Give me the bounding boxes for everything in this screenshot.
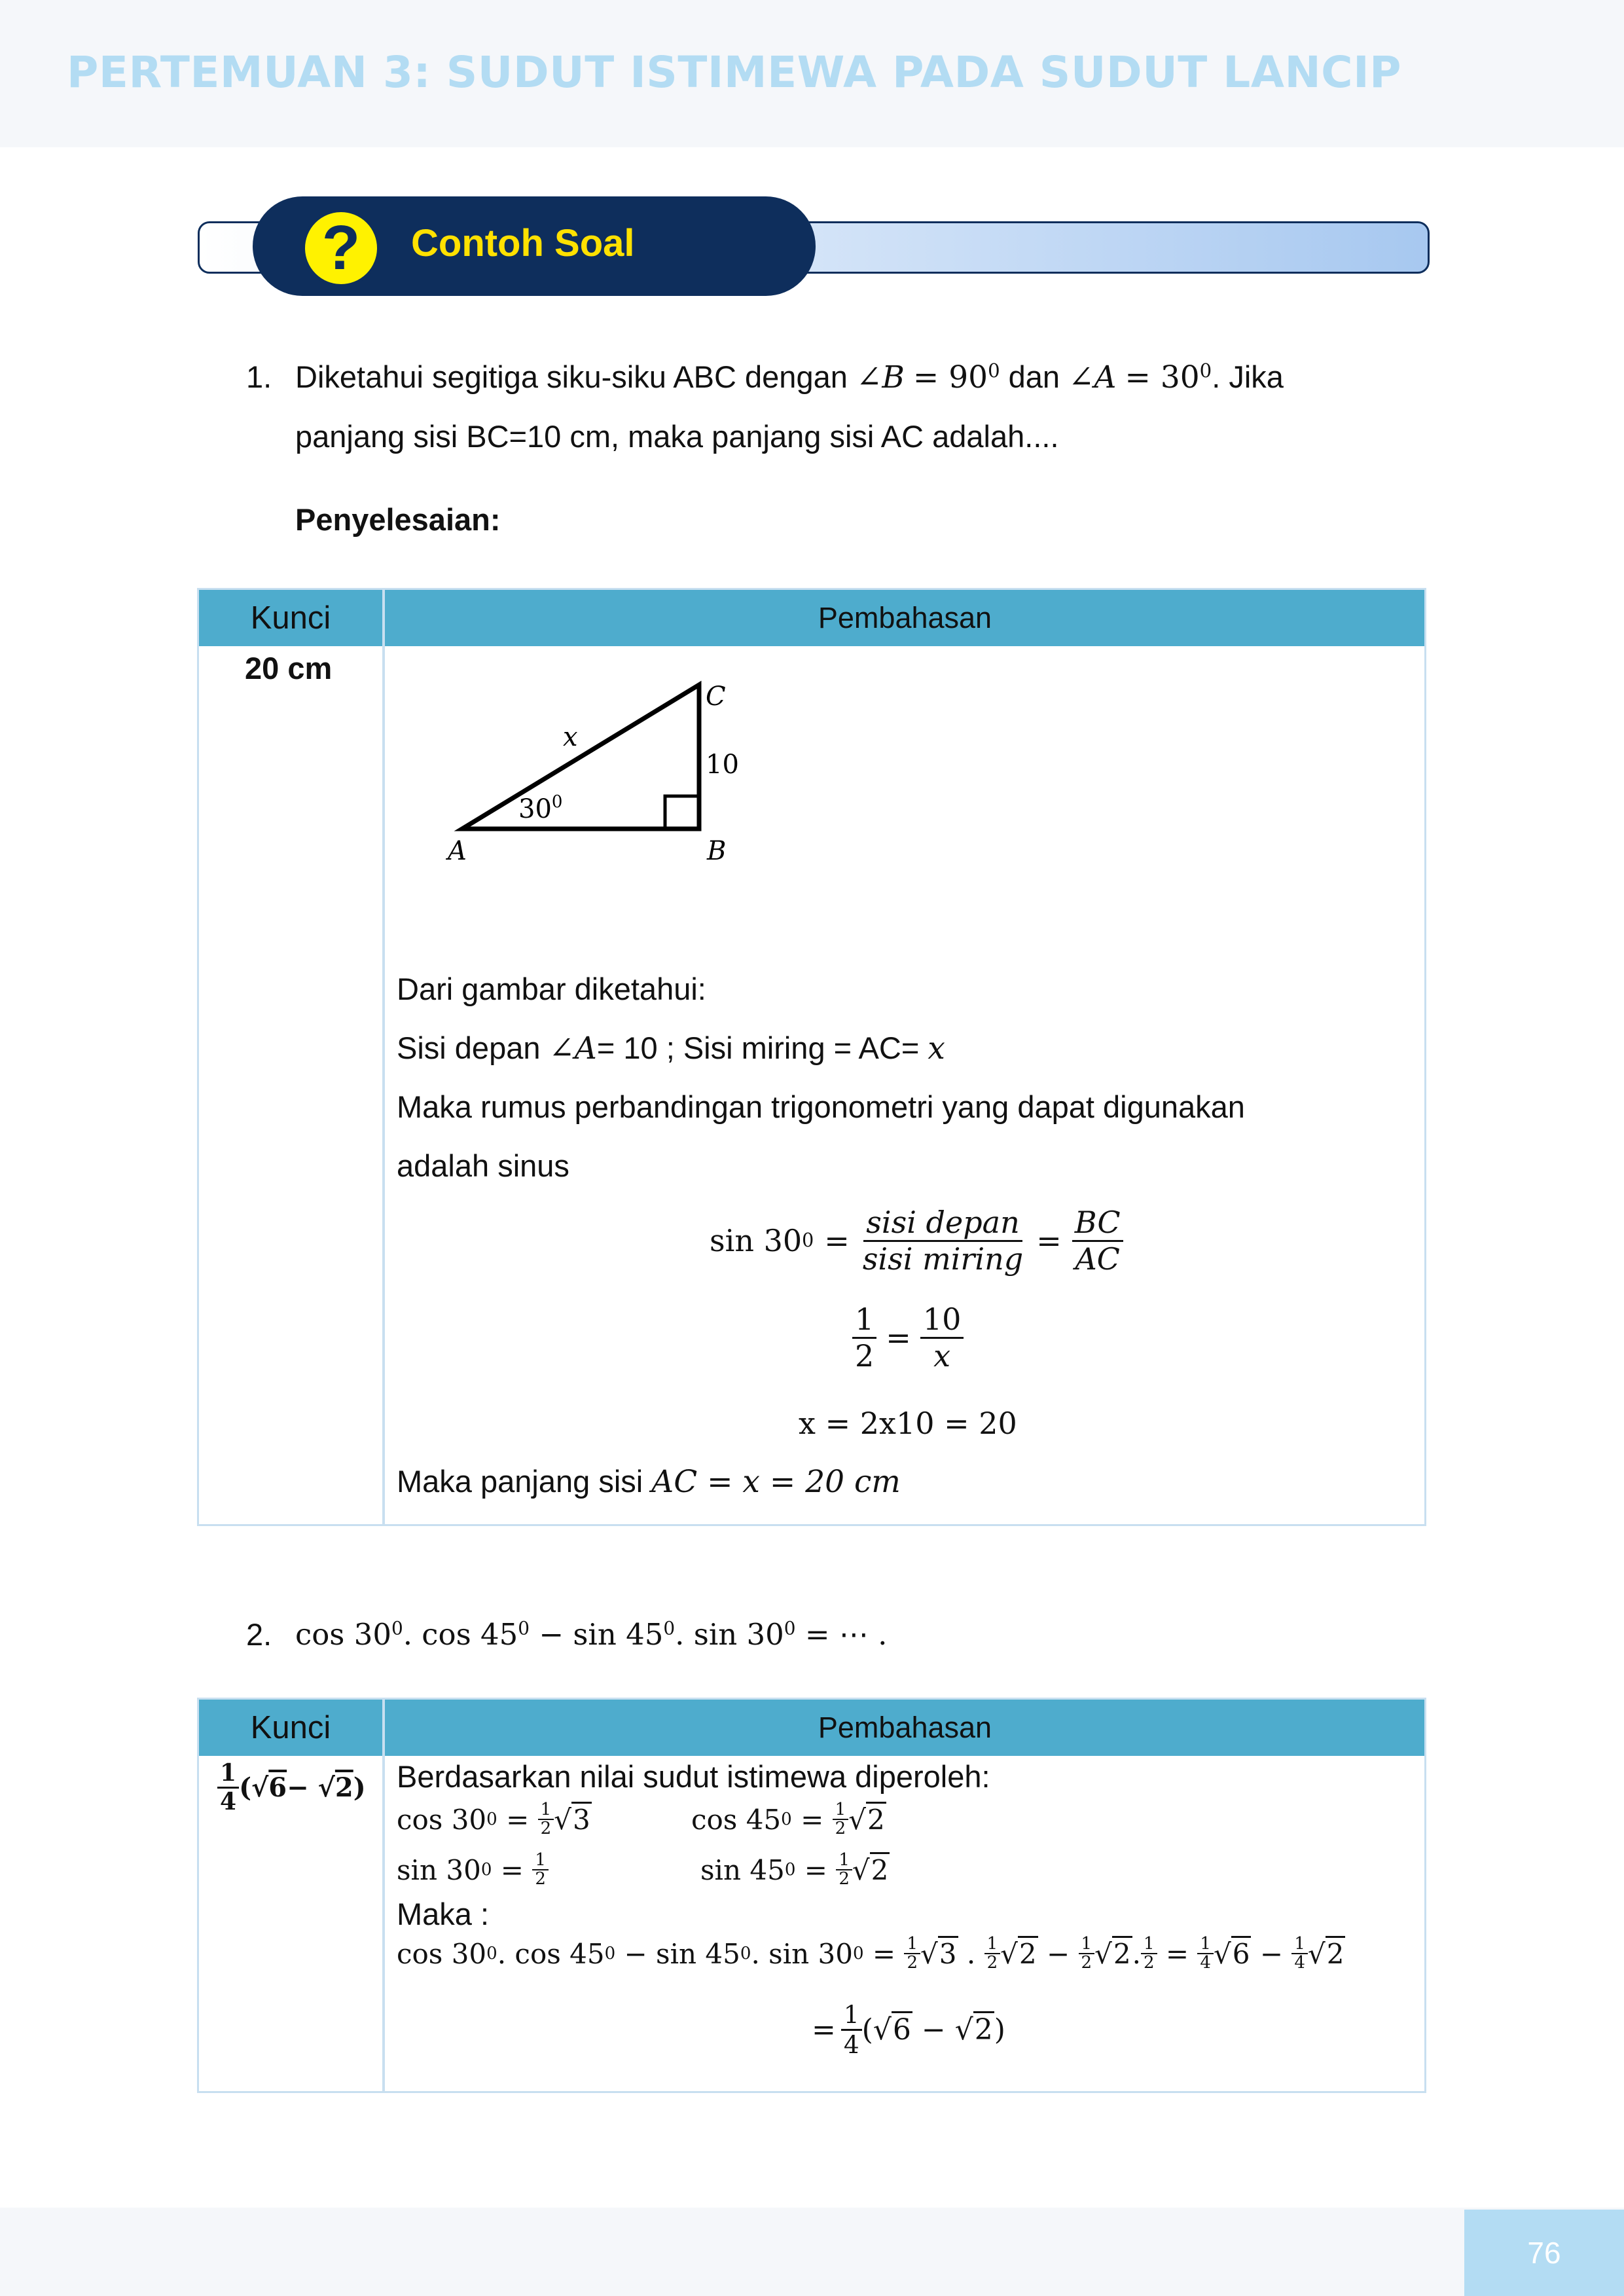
- two: 2: [1112, 1936, 1132, 1970]
- four: 4: [1294, 1953, 1305, 1973]
- f2-num1: 1: [852, 1302, 876, 1339]
- discussion-line-1: Berdasarkan nilai sudut istimewa diperoleh:: [397, 1759, 990, 1794]
- two: 2: [1018, 1936, 1038, 1970]
- one: 1: [538, 1801, 554, 1820]
- discussion-line-1: Dari gambar diketahui:: [397, 972, 706, 1006]
- minus: −: [1038, 1937, 1079, 1970]
- f1-den: sisi miring: [862, 1241, 1024, 1277]
- quarter-fraction: [1197, 1935, 1214, 1973]
- one: 1: [841, 2001, 862, 2031]
- two: 2: [535, 1869, 546, 1889]
- two: 2: [907, 1953, 918, 1973]
- value-cos30: cos 30 0 = $\frac{1}{2}$ √3: [397, 1800, 590, 1839]
- two: 2: [986, 1953, 998, 1973]
- page-number: 76: [1464, 2210, 1624, 2296]
- key-num: 1: [217, 1760, 239, 1789]
- side-ac-label: x: [563, 722, 578, 752]
- value-sin45: sin 45 0 = $\frac{1}{2}$ √2: [700, 1850, 889, 1889]
- sqrt-2: √2: [1308, 1938, 1346, 1970]
- dot: .: [958, 1937, 984, 1970]
- question-number: 2.: [246, 1617, 272, 1652]
- answer-key: 20 cm: [245, 651, 333, 685]
- q1-text-a: Diketahui segitiga siku-siku ABC dengan: [295, 359, 856, 394]
- vertex-a: A: [448, 836, 467, 866]
- vertex-c: C: [706, 682, 726, 712]
- one: 1: [904, 1935, 920, 1954]
- half-fraction: [833, 1801, 849, 1838]
- long-equation: cos 30 0 . cos 45 0 − sin 45 0 . sin 30 0 = $\frac{1}{2}$ √3 . $\frac{1}{2}$ √2 − $\frac{1}{2}$ √2 . $\frac{1}{2}$ = $\frac{1}{4}$ √6 − $\frac{1}{4}$ √2: [397, 1934, 1344, 1973]
- header-pembahasan: Pembahasan: [818, 1711, 992, 1744]
- three: 3: [571, 1802, 592, 1836]
- half-fraction: [984, 1935, 1001, 1973]
- key-den: 4: [220, 1788, 237, 1816]
- q2-e: = ⋯ .: [795, 1617, 888, 1652]
- lhs-a: cos 30: [397, 1937, 487, 1970]
- question-icon: ?: [302, 210, 380, 287]
- ratio-fraction-2: [1072, 1205, 1123, 1277]
- solution-label: Penyelesaian:: [295, 502, 501, 537]
- contoh-soal-banner: [198, 196, 1427, 296]
- sqrt-3: √3: [920, 1938, 958, 1970]
- equals: =: [1157, 1937, 1198, 1970]
- answer-table-2: [197, 1698, 1426, 2093]
- half-fraction: [904, 1935, 920, 1973]
- six: 6: [1231, 1936, 1252, 1970]
- half-fraction: [1079, 1935, 1095, 1973]
- q2-c: − sin 45: [530, 1617, 664, 1652]
- f2-den1: 2: [855, 1338, 875, 1374]
- key-b: − √: [287, 1772, 335, 1804]
- banner-label: Contoh Soal: [411, 222, 635, 264]
- q1-dan: dan: [1000, 359, 1069, 394]
- degree-mark: 0: [784, 1617, 796, 1639]
- two: 2: [870, 1852, 890, 1886]
- sin30-label: sin 30: [397, 1853, 481, 1886]
- discussion-line-4: adalah sinus: [397, 1148, 569, 1183]
- q2-a: cos 30: [295, 1617, 391, 1652]
- l2-x: x: [928, 1030, 945, 1066]
- six: 6: [892, 2011, 912, 2047]
- two: 2: [973, 2011, 994, 2047]
- one: 1: [1079, 1935, 1095, 1954]
- question-text: [295, 1605, 1369, 1664]
- side-bc-label: 10: [706, 750, 739, 780]
- ratio-fraction: [860, 1205, 1026, 1277]
- sqrt-3: √3: [554, 1804, 592, 1836]
- equals: =: [863, 1937, 905, 1970]
- sqrt-6: √6: [873, 2013, 912, 2047]
- f2-num2: 10: [920, 1302, 964, 1339]
- f2-den2: x: [933, 1338, 951, 1374]
- equals: =: [492, 1853, 533, 1886]
- half-fraction: [1141, 1935, 1157, 1973]
- q2-b: . cos 45: [403, 1617, 518, 1652]
- degree-mark: 0: [518, 1617, 530, 1639]
- sqrt-2: √2: [1094, 1938, 1132, 1970]
- formula-x-result: x = 2x10 = 20: [799, 1406, 1017, 1441]
- final-result: = $\frac{1}{4}$ ( √6 − √2 ): [812, 2000, 1005, 2060]
- two: 2: [1081, 1953, 1092, 1973]
- discussion-line-3: Maka rumus perbandingan trigonometri yang dapat digunakan: [397, 1089, 1245, 1124]
- degree-mark: 0: [988, 359, 1000, 382]
- degree-mark: 0: [1199, 359, 1212, 382]
- key-a: (√: [239, 1772, 269, 1804]
- l2-a: Sisi depan: [397, 1030, 549, 1065]
- page-header-title: PERTEMUAN 3: SUDUT ISTIMEWA PADA SUDUT LANCIP: [67, 47, 1402, 98]
- cos45-label: cos 45: [691, 1803, 782, 1836]
- value-cos45: cos 45 0 = $\frac{1}{2}$ √2: [691, 1800, 885, 1839]
- two: 2: [1143, 1953, 1155, 1973]
- lhs-d: . sin 30: [751, 1937, 853, 1970]
- f1-num: sisi depan: [863, 1205, 1022, 1242]
- four: 4: [843, 2030, 859, 2060]
- header-kunci: Kunci: [250, 1710, 331, 1745]
- sqrt-2: √2: [852, 1854, 890, 1886]
- f1-lhs: sin 30: [710, 1223, 803, 1259]
- equals: =: [791, 1803, 833, 1836]
- one: 1: [836, 1851, 852, 1870]
- answer-key: [217, 1760, 366, 1816]
- two: 2: [866, 1802, 886, 1836]
- f1-den2: AC: [1075, 1241, 1120, 1277]
- quarter-fraction: [217, 1760, 239, 1816]
- l2-b: = 10 ; Sisi miring = AC=: [596, 1030, 928, 1065]
- one: 1: [1141, 1935, 1157, 1954]
- ten-over-x-fraction: [920, 1302, 964, 1374]
- four: 4: [1200, 1953, 1211, 1973]
- angle-a-label: $30^0$: [518, 792, 563, 824]
- key-two: 2: [334, 1772, 353, 1804]
- formula-sin-ratio: sin 30 0 = $\frac{\text{sisi depan}}{\text{sisi miring}}$ = $\frac{BC}{AC}$: [710, 1205, 1123, 1277]
- q1-text-b: . Jika: [1212, 359, 1284, 394]
- degree-mark: 0: [391, 1617, 403, 1639]
- column-divider: [382, 590, 385, 1524]
- key-six: 6: [268, 1772, 287, 1804]
- q1-eq: = 90: [912, 359, 988, 395]
- sin45-label: sin 45: [700, 1853, 785, 1886]
- half-fraction: [836, 1851, 852, 1889]
- value-sin30: sin 30 0 = $\frac{1}{2}$: [397, 1851, 549, 1889]
- header-kunci: Kunci: [250, 600, 331, 636]
- q1-angle-a: ∠A: [1068, 359, 1117, 395]
- equals: =: [795, 1853, 837, 1886]
- sqrt-2: √2: [955, 2013, 994, 2047]
- two: 2: [540, 1819, 552, 1839]
- one: 1: [532, 1851, 549, 1870]
- sqrt-6: √6: [1214, 1938, 1252, 1970]
- two: 2: [835, 1819, 846, 1839]
- key-c: ): [353, 1772, 366, 1804]
- one: 1: [1197, 1935, 1214, 1954]
- maka-label: Maka :: [397, 1897, 490, 1931]
- triangle-diagram: [435, 675, 775, 884]
- two: 2: [1326, 1936, 1346, 1970]
- minus: −: [912, 2013, 955, 2047]
- half-fraction: [538, 1801, 554, 1838]
- degree-mark: 0: [663, 1617, 676, 1639]
- header-pembahasan: Pembahasan: [818, 601, 992, 634]
- right-angle-mark: [665, 796, 699, 829]
- q1-line-2: panjang sisi BC=10 cm, maka panjang sisi AC adalah....: [295, 419, 1059, 454]
- discussion-line-2: [397, 1030, 945, 1066]
- sqrt-2: √2: [1000, 1938, 1038, 1970]
- conclusion-b: AC = x = 20 cm: [651, 1464, 901, 1500]
- equals: =: [497, 1803, 538, 1836]
- column-divider: [382, 1700, 385, 2091]
- conclusion-a: Maka panjang sisi: [397, 1464, 652, 1499]
- f1-num2: BC: [1072, 1205, 1123, 1242]
- q1-angle-b: ∠B: [856, 359, 905, 395]
- minus: −: [1251, 1937, 1292, 1970]
- answer-table-1: [197, 588, 1426, 1526]
- three: 3: [938, 1936, 958, 1970]
- one: 1: [833, 1801, 849, 1820]
- question-text: [295, 348, 1369, 466]
- question-number: 1.: [246, 359, 272, 394]
- one: 1: [1291, 1935, 1308, 1954]
- two: 2: [839, 1869, 850, 1889]
- sqrt-2: √2: [848, 1804, 886, 1836]
- discussion-conclusion: [397, 1463, 901, 1500]
- cos30-label: cos 30: [397, 1803, 487, 1836]
- formula-half-equals: $\frac{1}{2}$ = $\frac{10}{x}$: [852, 1302, 964, 1374]
- quarter-fraction: [841, 2001, 862, 2059]
- quarter-fraction: [1291, 1935, 1308, 1973]
- l2-angle: ∠A: [549, 1030, 597, 1066]
- vertex-b: B: [707, 836, 727, 866]
- half-fraction: [532, 1851, 549, 1889]
- half-fraction: [852, 1302, 876, 1374]
- footer-band: [0, 2208, 1624, 2296]
- q1-eq2: = 30: [1125, 359, 1200, 395]
- one: 1: [984, 1935, 1001, 1954]
- lhs-b: . cos 45: [497, 1937, 605, 1970]
- q2-d: . sin 30: [675, 1617, 784, 1652]
- lhs-c: − sin 45: [615, 1937, 740, 1970]
